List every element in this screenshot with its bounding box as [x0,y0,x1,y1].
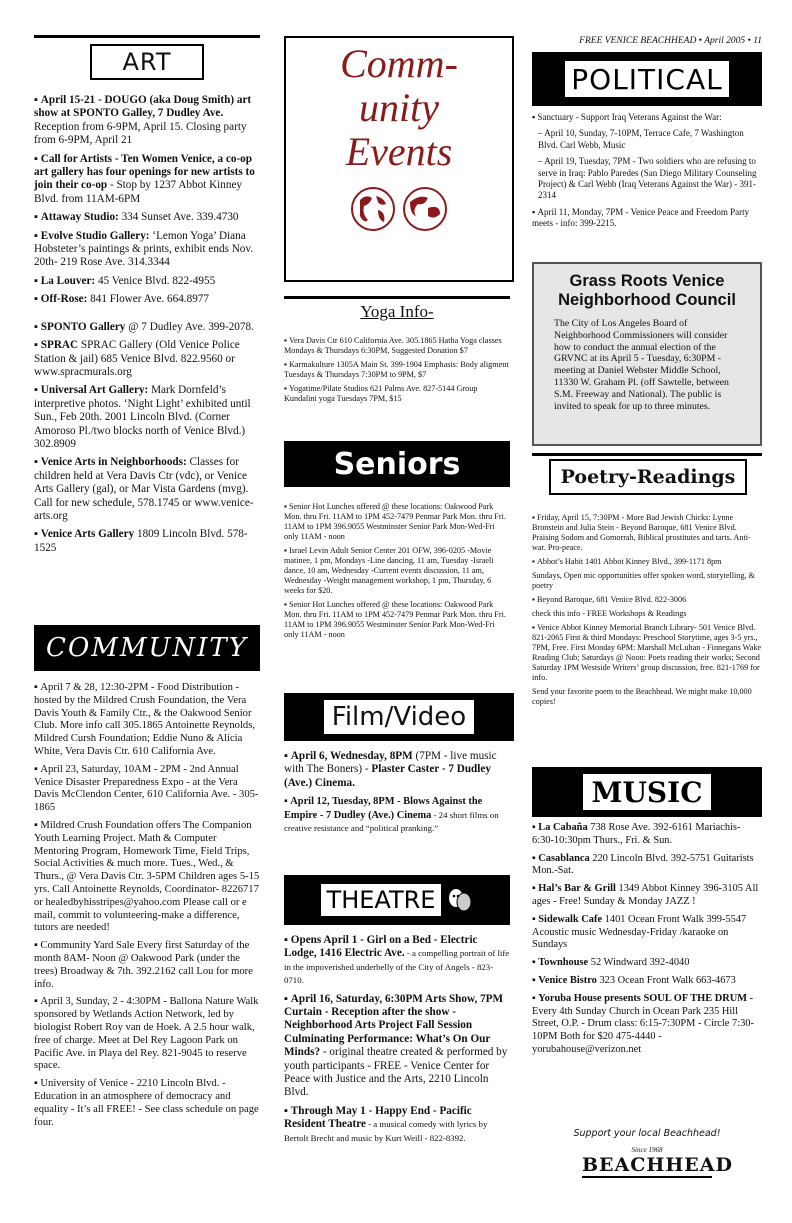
divider [532,453,762,456]
list-item: ▪ Yoruba House presents SOUL OF THE DRUM - Every 4th Sunday Church in Ocean Park 235 Hill Street, O.P. - Drum class: 6:15-7:30PM - Circle 7:30-10PM Both for $20 475-4440 - yorubahouse@verizon.net [532,993,762,1057]
yoga-header [338,300,456,324]
list-item: ▪ Israel Levin Adult Senior Center 201 OFW, 396-0205 -Movie matinee, 1 pm, Mondays -Line dancing, 11 am, Tuesday -Israeli dance, 10 am, Wednesday -Current events discussion, 11 am, Wednesday -Weight management workshop, 1 pm, Thursday, 6 weeks for $20. [284,546,510,596]
list-item: ▪ Sidewalk Cafe 1401 Ocean Front Walk 399-5547 Acoustic music Wednesday-Friday /karaoke on Sundays [532,914,762,952]
film-header [284,693,514,741]
masthead: FREE VENICE BEACHHEAD • April 2005 • 11 [579,36,762,46]
globes [350,186,448,232]
list-item: ▪ Venice Arts Gallery 1809 Lincoln Blvd. 578-1525 [34,528,260,555]
seniors-title: Seniors [333,446,461,482]
list-item: ▪ April 12, Tuesday, 8PM - Blows Against the Empire - 7 Dudley (Ave.) Cinema - 24 short films on creative resistance and “political pranking.” [284,795,510,835]
list-item: ▪ Opens April 1 - Girl on a Bed - Electric Lodge, 1416 Electric Ave. - a compelling portrait of life in the impoverished underbelly of the City of Angels - 823-0710. [284,934,510,988]
banner-line-2: unity [359,85,439,130]
list-item: ▪ Yogatime/Pilate Studios 621 Palms Ave. 827-5144 Group Kundalini yoga Tuesdays 7PM, $15 [284,384,510,404]
list-item: ▪ Venice Bistro 323 Ocean Front Walk 663-4673 [532,975,762,988]
list-item: ▪ April 3, Sunday, 2 - 4:30PM - Ballona Nature Walk sponsored by Wetlands Action Network, led by biologist Robert Roy van de Hoek. A 2.5 hour walk, free of charge. Meet at Del Rey Lagoon Park on Pacific Ave. in Playa del Rey. 821-9045 to reserve space. [34,996,260,1073]
community-header [34,625,260,671]
art-title: ART [122,48,172,76]
list-item: ▪ Sanctuary - Support Iraq Veterans Against the War: [532,112,762,123]
list-item: ▪ Casablanca 220 Lincoln Blvd. 392-5751 Guitarists Mon.-Sat. [532,853,762,879]
art-section [34,94,260,560]
list-item: Sundays, Open mic opportunities offer spoken word, storytelling, & poetry [532,571,755,590]
theatre-title: THEATRE [326,886,436,914]
list-item: ▪ April 23, Saturday, 10AM - 2PM - 2nd Annual Venice Disaster Preparedness Expo - at the Vera Davis McClendon Center, 610 California Ave. - 305-1865 [34,764,260,815]
divider [34,35,260,38]
poetry-title: Poetry-Readings [560,466,736,488]
community-events-banner [284,36,514,282]
political-header [532,52,762,106]
list-item: check this info - FREE Workshops & Readings [532,609,687,618]
beachhead-logo [582,1146,734,1184]
list-item: ▪ Senior Hot Lunches offered @ these locations: Oakwood Park Mon. thru Fri. 11AM to 1PM 452-7479 Penmar Park Mon. thru Fri. 11AM to 1PM 396.9055 Westminster Senior Park Mon-Wed-Fri only 11AM - noon [284,502,510,542]
theatre-section [284,934,510,1150]
list-item: ▪ April 6, Wednesday, 8PM (7PM - live music with The Boners) - Plaster Caster - 7 Dudley (Ave.) Cinema. [284,750,510,790]
list-item: ▪ Karmakulture 1305A Main St. 399-1904 Emphasis: Body aligment Tuesdays & Thursdays 7:30PM to 9PM, $7 [284,360,510,380]
banner-line-1: Comm- [340,41,458,86]
globe-icon [350,186,396,232]
list-item: ▪ April 15-21 - DOUGO (aka Doug Smith) art show at SPONTO Galley, 7 Dudley Ave. Reception from 6-9PM, April 15. Closing party from 6-9PM, April 21 [34,94,260,148]
list-item: ▪ Abbot’s Habit 1401 Abbot Kinney Blvd., 399-1171 8pm [532,557,762,567]
list-item: ▪ Senior Hot Lunches offered @ these locations: Oakwood Park Mon. thru Fri. 11AM to 1PM 452-7479 Penmar Park Mon. thru Fri. 11AM to 1PM 396.9055 Westminster Senior Park Mon-Wed-Fri only 11AM - noon [284,600,510,640]
poetry-section [532,513,762,711]
list-item: ▪ University of Venice - 2210 Lincoln Blvd. - Education in an atmosphere of democracy and equality - It’s all FREE! - See class schedule on page four. [34,1078,260,1129]
list-item: ▪ La Cabaña 738 Rose Ave. 392-6161 Mariachis- 6:30-10:30pm Thurs., Fri. & Sun. [532,822,762,848]
list-item: ▪ Vera Davis Ctr 610 California Ave. 305.1865 Hatha Yoga classes Mondays & Thursdays 6:30PM, Suggested Donation $7 [284,336,510,356]
film-title: Film/Video [331,702,467,732]
list-item: ▪ Hal’s Bar & Grill 1349 Abbot Kinney 396-3105 All ages - Free! Sunday & Monday JAZZ ! [532,883,762,909]
list-item: ▪ Attaway Studio: 334 Sunset Ave. 339.4730 [34,211,260,224]
council-title-1: Grass Roots Venice [569,272,725,290]
list-item: ▪ Mildred Crush Foundation offers The Companion Youth Learning Project. Math & Computer Mentoring Program, Homework Time, Field Trips, Social Activities & much more. Tues., Wed., & Thurs., @ Vera Davis Ctr. 3-5PM Children ages 5-15 yrs. Call Antoinette Reynolds, Coordinator- 8226717 or healedbyhisstripes@yahoo.com Please call or e mail, commit to volunteering-make a difference, tutors are needed! [34,820,260,935]
theatre-masks-icon [447,887,473,913]
poetry-header [549,459,747,495]
seniors-header [284,441,510,487]
logo-text: BEACHHEAD [582,1154,734,1176]
theatre-header [284,875,510,925]
list-item: ▪ Evolve Studio Gallery: ‘Lemon Yoga’ Diana Hobsteter’s paintings & prints, exhibit ends Nov. 20th- 219 Rose Ave. 314.3344 [34,230,260,270]
list-item: ▪ Call for Artists - Ten Women Venice, a co-op art gallery has four openings for new artists to join their co-op - Stop by 1237 Abbot Kinney Blvd. from 11AM-6PM [34,153,260,207]
political-section [532,112,762,235]
banner-line-3: Events [345,129,453,174]
list-item: ▪ April 11, Monday, 7PM - Venice Peace and Freedom Party meets - info: 399-2215. [532,207,762,230]
yoga-title: Yoga Info- [360,302,434,321]
music-title: MUSIC [591,775,703,809]
council-box [532,262,762,446]
list-item: Send your favorite poem to the Beachhead. We might make 10,000 copies! [532,687,752,706]
list-item: ▪ Through May 1 - Happy End - Pacific Resident Theatre - a musical comedy with lyrics by Bertolt Brecht and music by Kurt Weill - 822-8392. [284,1105,510,1145]
music-header [532,767,762,817]
support-text: Support your local Beachhead! [573,1128,721,1139]
divider [284,296,510,299]
list-item: ▪ April 7 & 28, 12:30-2PM - Food Distribution - hosted by the Mildred Crush Foundation, the Vera Davis Youth & Family Ctr., & the Oakwood Senior Club. More info call 305.1865 Antoinette Reynolds, Mildred Cursh Foundation; Eddie Nuno & Alicia White, Vera Davis Ctr. 610 California Ave. [34,682,260,759]
list-item: ▪ Universal Art Gallery: Mark Dornfeld’s interpretive photos. ‘Night Light’ exhibited until Sun., Feb 20th. 2001 Lincoln Blvd. (Corner Amoroso Pl./two blocks north of Venice Blvd.) 302.8909 [34,384,260,451]
list-item: ▪ April 16, Saturday, 6:30PM Arts Show, 7PM Curtain - Reception after the show - Neighborhood Arts Project Fall Session Culminating Performance: What’s On Our Minds? - original theatre created & performed by youth participants - FREE - Venice Center for Peace with Justice and the Arts, 2210 Lincoln Blvd. [284,993,510,1100]
list-item: ▪ Community Yard Sale Every first Saturday of the month 8AM- Noon @ Oakwood Park (under the trees) Broadway & 7th. 392.2162 call Lou for more info. [34,940,260,991]
list-item: ▪ SPRAC SPRAC Gallery (Old Venice Police Station & jail) 685 Venice Blvd. 822.9560 or www.spracmurals.org [34,339,260,379]
list-item: – April 10, Sunday, 7-10PM, Terrace Cafe, 7 Washington Blvd. Carl Webb, Music [538,128,744,150]
music-section [532,822,762,1062]
film-section [284,750,510,840]
community-title: COMMUNITY [46,633,248,663]
list-item: ▪ Venice Abbot Kinney Memorial Branch Library- 501 Venice Blvd. 821-2065 First & third Mondays: Preschool Storytime, ages 3-5 yrs., 7PM, Free. First Monday 6PM: Marshall McLuhan - Finnegans Wake Reading Club; Saturdays @ Noon: Poets reading their works; Second Saturday 1PM Westside Writers’ group discussion, free. 821-1769 for info. [532,623,762,683]
list-item: ▪ Beyond Baroque, 681 Venice Blvd. 822-3006 [532,595,762,605]
community-section [34,682,260,1134]
art-header [90,44,204,80]
list-item: ▪ La Louver: 45 Venice Blvd. 822-4955 [34,275,260,288]
political-title: POLITICAL [571,62,723,96]
yoga-section [284,336,510,408]
council-body: The City of Los Angeles Board of Neighborhood Commissioners will consider how to conduct the annual election of the GRVNC at its April 5 - Tuesday, 6:30PM - meeting at Daniel Webster Middle School, 11330 W. Graham Pl. (off Sawtelle, between S.M. Freeway and National). The public is invited to speak for up to three minutes. [554,318,729,412]
list-item: ▪ Townhouse 52 Windward 392-4040 [532,957,762,970]
globe-icon [402,186,448,232]
list-item: ▪ Venice Arts in Neighborhoods: Classes for children held at Vera Davis Ctr (vdc), or Venice Arts Gallery (gal), or Mar Vista Gardens (mvg). Call for new schedule, 578.1745 or www.venice-arts.org [34,456,260,523]
list-item: ▪ Off-Rose: 841 Flower Ave. 664.8977 [34,293,260,306]
logo-since: Since 1968 [631,1146,663,1154]
list-item: ▪ SPONTO Gallery @ 7 Dudley Ave. 399-2078. [34,321,260,334]
list-item: – April 19, Tuesday, 7PM - Two soldiers who are refusing to serve in Iraq: Pablo Paredes (San Diego Military Counseling Project) & Carl Webb (Iraq Veterans Against the War) - 391-2314 [538,156,757,201]
council-title-2: Neighborhood Council [558,291,736,309]
seniors-section [284,502,510,644]
list-item: ▪ Friday, April 15, 7:30PM - More Bad Jewish Chicks: Lynne Bronstein and Julia Stein - Beyond Baroque, 681 Venice Blvd. Praising Sodom and Gomorrah, Biblical prostitutes and tarts. Anti-war. Pro-peace. [532,513,762,553]
